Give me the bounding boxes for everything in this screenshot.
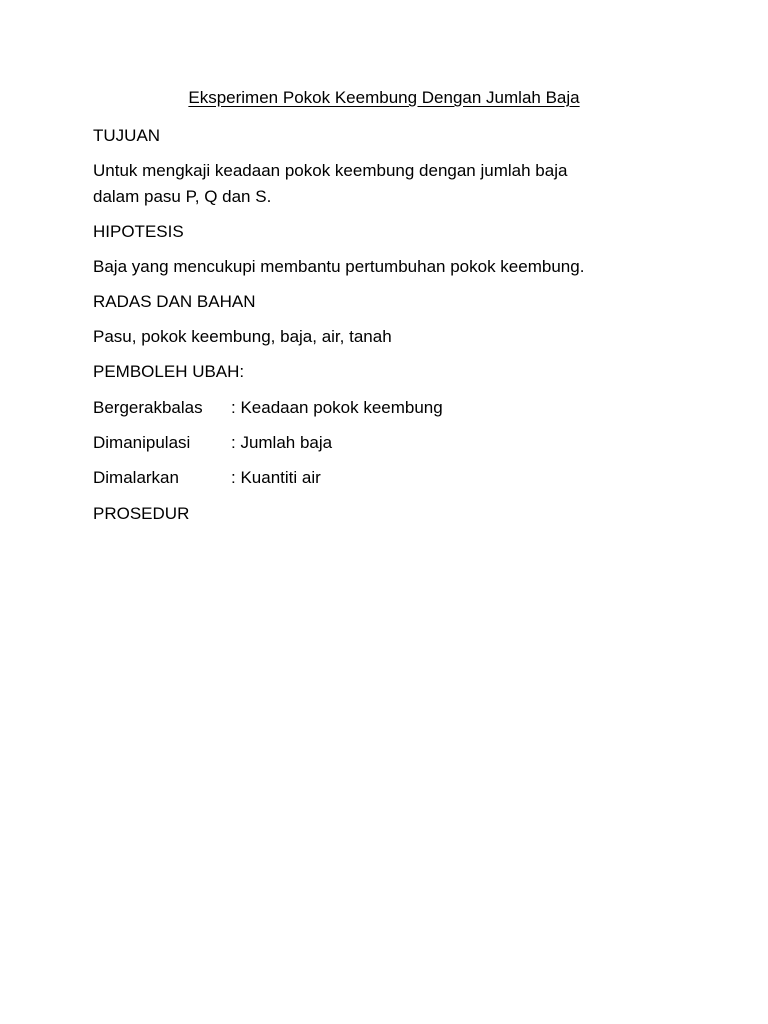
variable-label: Dimalarkan <box>93 468 179 487</box>
radas-text: Pasu, pokok keembung, baja, air, tanah <box>93 327 392 346</box>
variable-value: : Jumlah baja <box>231 433 333 452</box>
pemboleh-ubah-heading: PEMBOLEH UBAH: <box>93 362 245 381</box>
tujuan-text-line-1: Untuk mengkaji keadaan pokok keembung dengan jumlah baja <box>93 161 568 180</box>
tujuan-heading: TUJUAN <box>93 126 161 145</box>
variable-label: Dimanipulasi <box>93 433 191 452</box>
variable-row-dimanipulasi <box>93 430 332 456</box>
hipotesis-heading: HIPOTESIS <box>93 222 184 241</box>
variable-value: : Kuantiti air <box>231 468 321 487</box>
prosedur-heading: PROSEDUR <box>93 504 190 523</box>
tujuan-text-line-2: dalam pasu P, Q dan S. <box>93 187 272 206</box>
variable-row-dimalarkan <box>93 465 321 491</box>
hipotesis-text: Baja yang mencukupi membantu pertumbuhan pokok keembung. <box>93 257 585 276</box>
variable-row-bergerakbalas <box>93 395 443 421</box>
radas-heading: RADAS DAN BAHAN <box>93 292 256 311</box>
variable-value: : Keadaan pokok keembung <box>231 398 443 417</box>
document-title: Eksperimen Pokok Keembung Dengan Jumlah Baja <box>188 88 580 107</box>
variable-label: Bergerakbalas <box>93 398 203 417</box>
